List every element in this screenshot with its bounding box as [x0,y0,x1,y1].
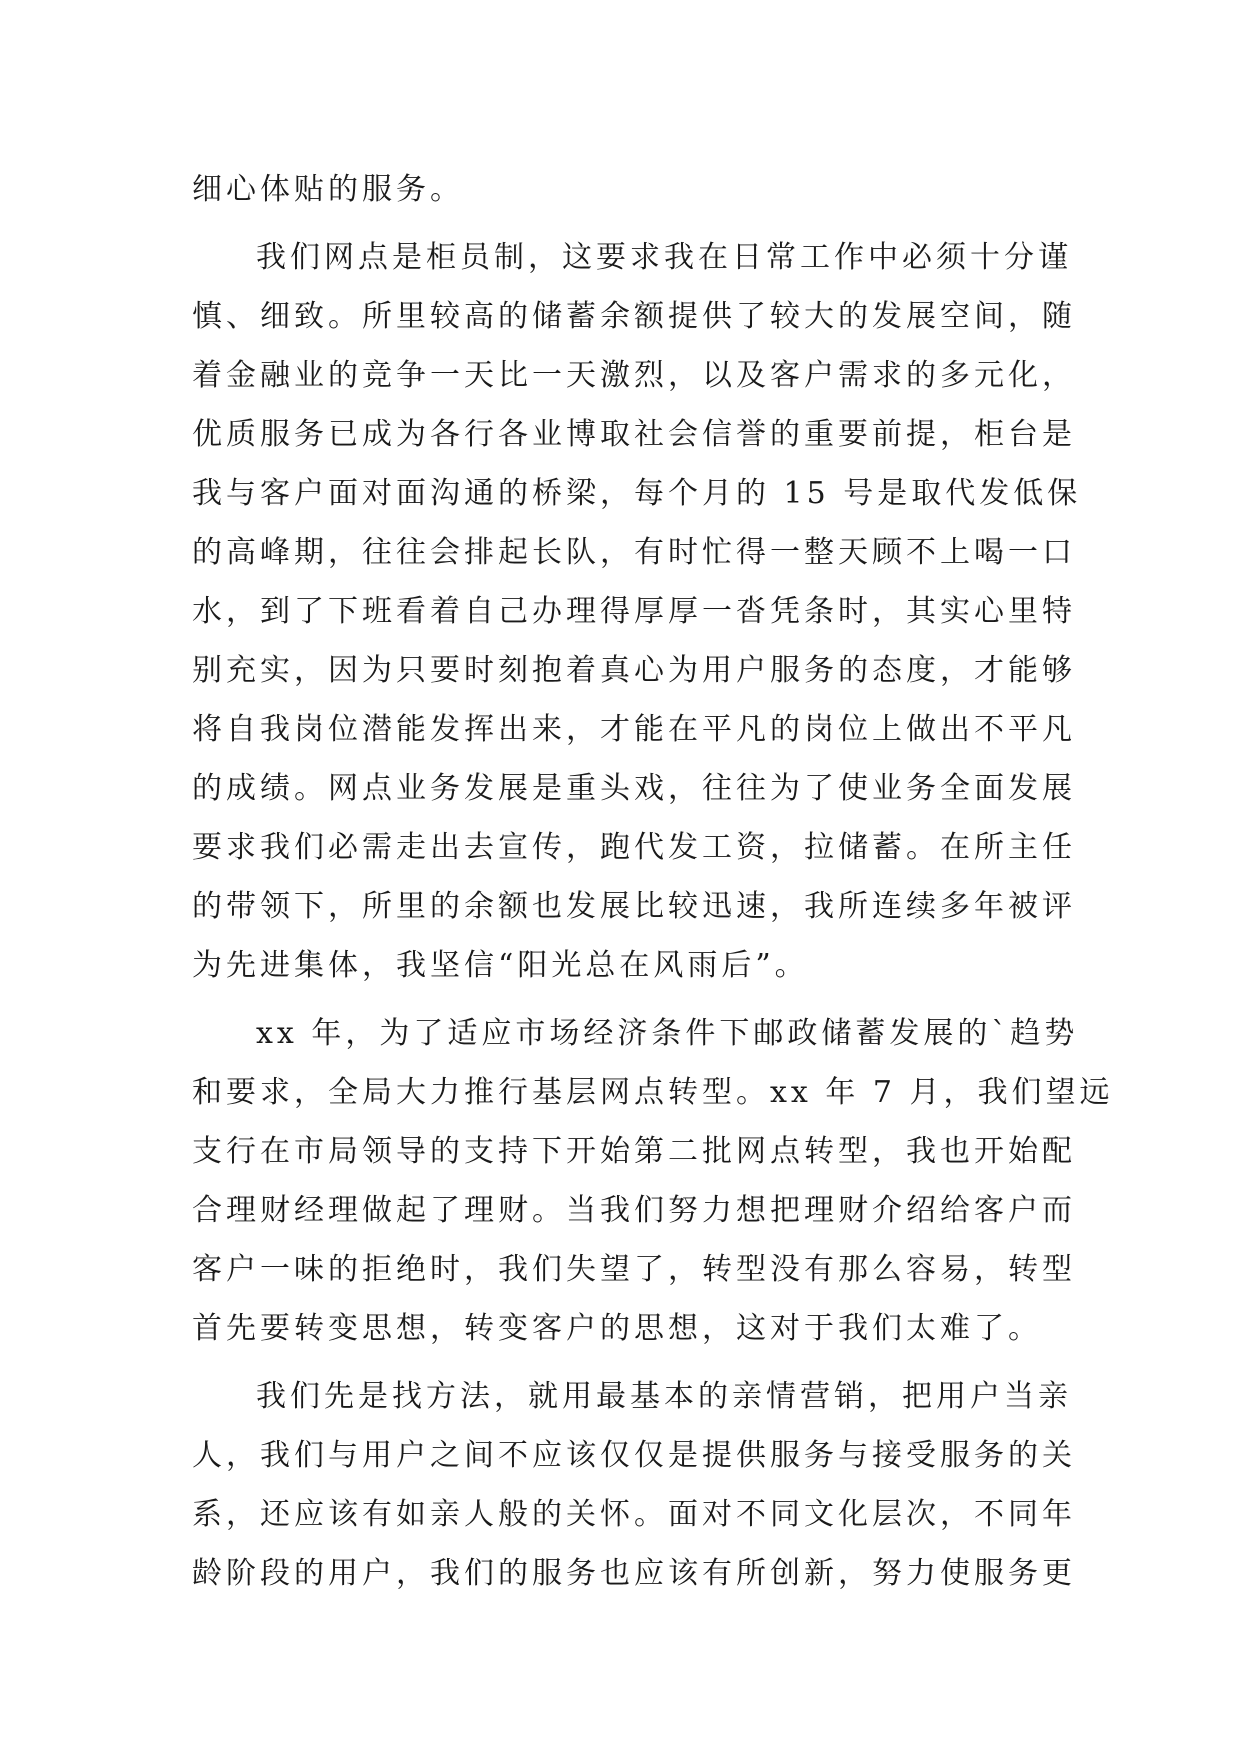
text-line: 水，到了下班看着自己办理得厚厚一沓凭条时，其实心里特 [192,594,1076,629]
text-line: 优质服务已成为各行各业博取社会信誉的重要前提，柜台是 [192,417,1076,452]
text-line: xx 年，为了适应市场经济条件下邮政储蓄发展的`趋势 [256,1016,1079,1051]
document-body [192,160,1114,1603]
text-line: 的高峰期，往往会排起长队，有时忙得一整天顾不上喝一口 [192,535,1076,570]
text-line: 系，还应该有如亲人般的关怀。面对不同文化层次，不同年 [192,1497,1076,1532]
text-line: 别充实，因为只要时刻抱着真心为用户服务的态度，才能够 [192,653,1076,688]
text-line: 客户一味的拒绝时，我们失望了，转型没有那么容易，转型 [192,1252,1076,1287]
text-line: 人，我们与用户之间不应该仅仅是提供服务与接受服务的关 [192,1438,1076,1473]
text-line: 和要求，全局大力推行基层网点转型。xx 年 7 月，我们望远 [192,1075,1114,1110]
text-line: 我与客户面对面沟通的桥梁，每个月的 15 号是取代发低保 [192,476,1082,511]
paragraph [192,160,1052,219]
text-line: 首先要转变思想，转变客户的思想，这对于我们太难了。 [192,1311,1042,1346]
text-line: 为先进集体，我坚信“阳光总在风雨后”。 [192,948,809,983]
paragraph [192,1367,1076,1603]
text-line: 合理财经理做起了理财。当我们努力想把理财介绍给客户而 [192,1193,1076,1228]
text-line: 龄阶段的用户，我们的服务也应该有所创新，努力使服务更 [192,1556,1076,1591]
text-line: 的成绩。网点业务发展是重头戏，往往为了使业务全面发展 [192,771,1076,806]
text-line: 支行在市局领导的支持下开始第二批网点转型，我也开始配 [192,1134,1076,1169]
paragraph [192,228,1082,995]
paragraph [192,1004,1114,1358]
text-line: 将自我岗位潜能发挥出来，才能在平凡的岗位上做出不平凡 [192,712,1076,747]
text-line: 我们网点是柜员制，这要求我在日常工作中必须十分谨 [256,240,1072,275]
text-line: 的带领下，所里的余额也发展比较迅速，我所连续多年被评 [192,889,1076,924]
text-line: 细心体贴的服务。 [192,172,464,207]
text-line: 要求我们必需走出去宣传，跑代发工资，拉储蓄。在所主任 [192,830,1076,865]
text-line: 我们先是找方法，就用最基本的亲情营销，把用户当亲 [256,1379,1072,1414]
text-line: 着金融业的竞争一天比一天激烈，以及客户需求的多元化， [192,358,1076,393]
text-line: 慎、细致。所里较高的储蓄余额提供了较大的发展空间，随 [192,299,1076,334]
